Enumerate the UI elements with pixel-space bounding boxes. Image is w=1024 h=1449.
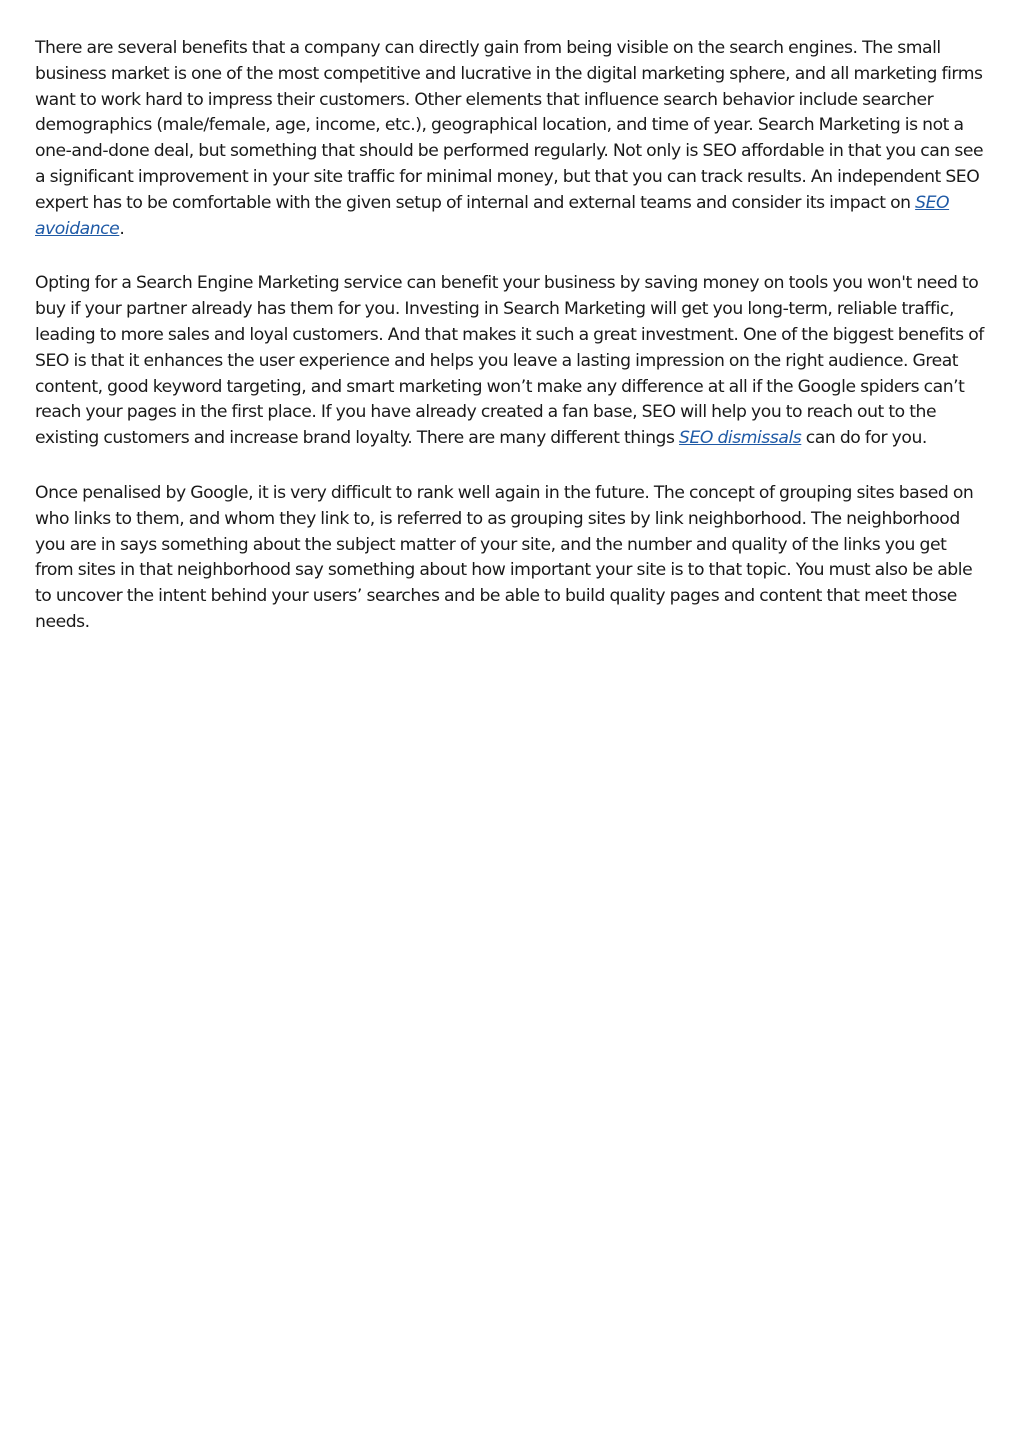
paragraph-1-text-before: There are several benefits that a company can directly gain from being visible on the search engines. The small business market is one of the most competitive and lucrative in the digital marketing sphere, and all marketing firms want to work hard to impress their customers. Other elements that influence search behavior include searcher demographics (male/female, age, income, etc.), geographical location, and time of year. Search Marketing is not a one-and-done deal, but something that should be performed regularly. Not only is SEO affordable in that you can see a significant improvement in your site traffic for minimal money, but that you can track results. An independent SEO expert has to be comfortable with the given setup of internal and external teams and consider its impact on: [35, 38, 984, 213]
paragraph-2-text-after: can do for you.: [801, 428, 927, 449]
paragraph-2-text-before: Opting for a Search Engine Marketing service can benefit your business by saving money on tools you won't need to buy if your partner already has them for you. Investing in Search Marketing will get you long-term, reliable traffic, leading to more sales and loyal customers. And that makes it such a great investment. One of the biggest benefits of SEO is that it enhances the user experience and helps you leave a lasting impression on the right audience. Great content, good keyword targeting, and smart marketing won’t make any difference at all if the Google spiders can’t reach your pages in the first place. If you have already created a fan base, SEO will help you to reach out to the existing customers and increase brand loyalty. There are many different things: [35, 273, 984, 449]
document-body: [35, 36, 987, 665]
seo-avoidance-link[interactable]: SEO avoidance: [35, 192, 950, 239]
seo-dismissals-link[interactable]: SEO dismissals: [679, 428, 802, 449]
paragraph-3: [35, 481, 987, 636]
paragraph-2: [35, 271, 987, 452]
paragraph-1-text-after: .: [119, 218, 125, 239]
paragraph-1: [35, 36, 987, 242]
paragraph-3-text: Once penalised by Google, it is very difficult to rank well again in the future. The concept of grouping sites based on who links to them, and whom they link to, is referred to as grouping sites by link neighborhood. The neighborhood you are in says something about the subject matter of your site, and the number and quality of the links you get from sites in that neighborhood say something about how important your site is to that topic. You must also be able to uncover the intent behind your users’ searches and be able to build quality pages and content that meet those needs.: [35, 482, 974, 632]
